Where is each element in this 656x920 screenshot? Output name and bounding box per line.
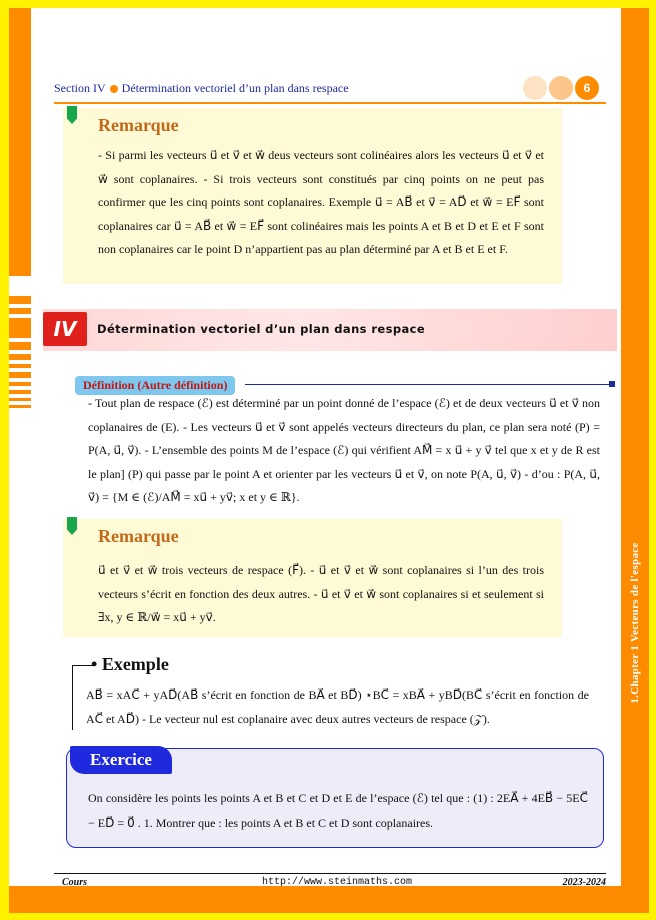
section-banner [43, 309, 617, 351]
remark-box-2 [63, 519, 562, 637]
left-decor-stripes [9, 8, 31, 913]
bullet-dot-icon [110, 85, 118, 93]
footer-year: 2023-2024 [562, 877, 606, 888]
deco-circle-icon [523, 76, 547, 100]
footer-url-link[interactable]: http://www.steinmaths.com [262, 877, 413, 888]
definition-label: Définition (Autre définition) [75, 376, 235, 395]
chapter-label: 1.Chapter 1 Vecteurs de l'espace [629, 542, 641, 704]
page [9, 8, 649, 913]
bottom-band [9, 886, 621, 913]
exercise-text: On considère les points les points A et B et C et D et E de l’espace (ℰ) tel que : (1) : 2EA⃗ + 4EB⃗ − 5EC⃗ − ED⃗ = 0⃗ . 1. Montrer que : les points A et B et C et D sont coplanaires. [88, 791, 588, 830]
remark-title: Remarque [98, 526, 179, 546]
header-section-title: Détermination vectoriel d’un plan dans respace [121, 81, 349, 95]
example-title: • Exemple [91, 654, 169, 674]
example-title-text: Exemple [101, 654, 169, 674]
definition-text: - Tout plan de respace (ℰ) est déterminé par un point donné de l’espace (ℰ) et de deux vecteurs u⃗ et v⃗ non coplanaires de (E). - Les vecteurs u⃗ et v⃗ sont appelés vecteurs directeurs du plan, ce plan sera noté (P) = P(A, u⃗, v⃗). - L’ensemble des points M de l’espace (ℰ) qui vérifient AM⃗ = x u⃗ + y v⃗ tel que x et y de R est le plan] (P) qui passe par le point A et orienter par les vecteurs u⃗ et v⃗, on note P(A, u⃗, v⃗) - d’ou : P(A, u⃗, v⃗) = {M ∈ (ℰ)/AM⃗ = xu⃗ + yv⃗; x et y ∈ ℝ}. [88, 396, 600, 504]
example-vertical-rule [72, 665, 73, 730]
remark-text: - Si parmi les vecteurs u⃗ et v⃗ et w⃗ deus vecteurs sont colinéaires alors les vecteurs u⃗ et v⃗ et w⃗ sont coplanaires. - Si trois vecteurs sont constitués par cinq points on ne peut pas confirmer que les cinq points sont coplanaires. Exemple u⃗ = AB⃗ et v⃗ = AD⃗ et w⃗ = EF⃗ sont coplanaires car u⃗ = AB⃗ et w⃗ = EF⃗ sont colinéaires mais les points A et B et D et E et F sont non coplanaires car le point D n’appartient pas au plan déterminé par A et B et E et F. [98, 148, 544, 256]
flag-icon [67, 517, 77, 535]
footer-rule [54, 873, 606, 874]
footer-label: Cours [62, 877, 88, 888]
header-section: Section IV [54, 81, 106, 95]
flag-icon [67, 106, 77, 124]
page-header [54, 74, 599, 102]
definition-rule [245, 384, 611, 385]
header-title [54, 81, 349, 96]
page-number: 6 [575, 76, 599, 100]
remark-title: Remarque [98, 115, 179, 135]
page-indicator [523, 76, 599, 100]
remark-box-1 [63, 108, 562, 284]
rule-end-square-icon [609, 381, 615, 387]
chapter-side-band [621, 8, 649, 913]
header-rule [54, 102, 606, 104]
section-title: Détermination vectoriel d’un plan dans respace [97, 322, 426, 336]
remark-text: u⃗ et v⃗ et w⃗ trois vecteurs de respace (F⃗). - u⃗ et v⃗ et w⃗ sont coplanaires si l’un des trois vecteurs s’écrit en fonction des deux autres. - u⃗ et v⃗ et w⃗ sont coplanaires si et seulement si ∃x, y ∈ ℝ/w⃗ = xu⃗ + yv⃗. [98, 563, 544, 624]
exercise-title: Exercice [70, 746, 172, 774]
section-number-badge: IV [43, 312, 87, 346]
deco-circle-icon [549, 76, 573, 100]
example-text: AB⃗ = xAC⃗ + yAD⃗(AB⃗ s’écrit en fonction de BA⃗ et BD⃗) ⋆BC⃗ = xBA⃗ + yBD⃗(BC⃗ s’écrit en fonction de AC⃗ et AD⃗) - Le vecteur nul est coplanaire avec deux autres vecteurs de respace (𝒵). [86, 688, 589, 726]
